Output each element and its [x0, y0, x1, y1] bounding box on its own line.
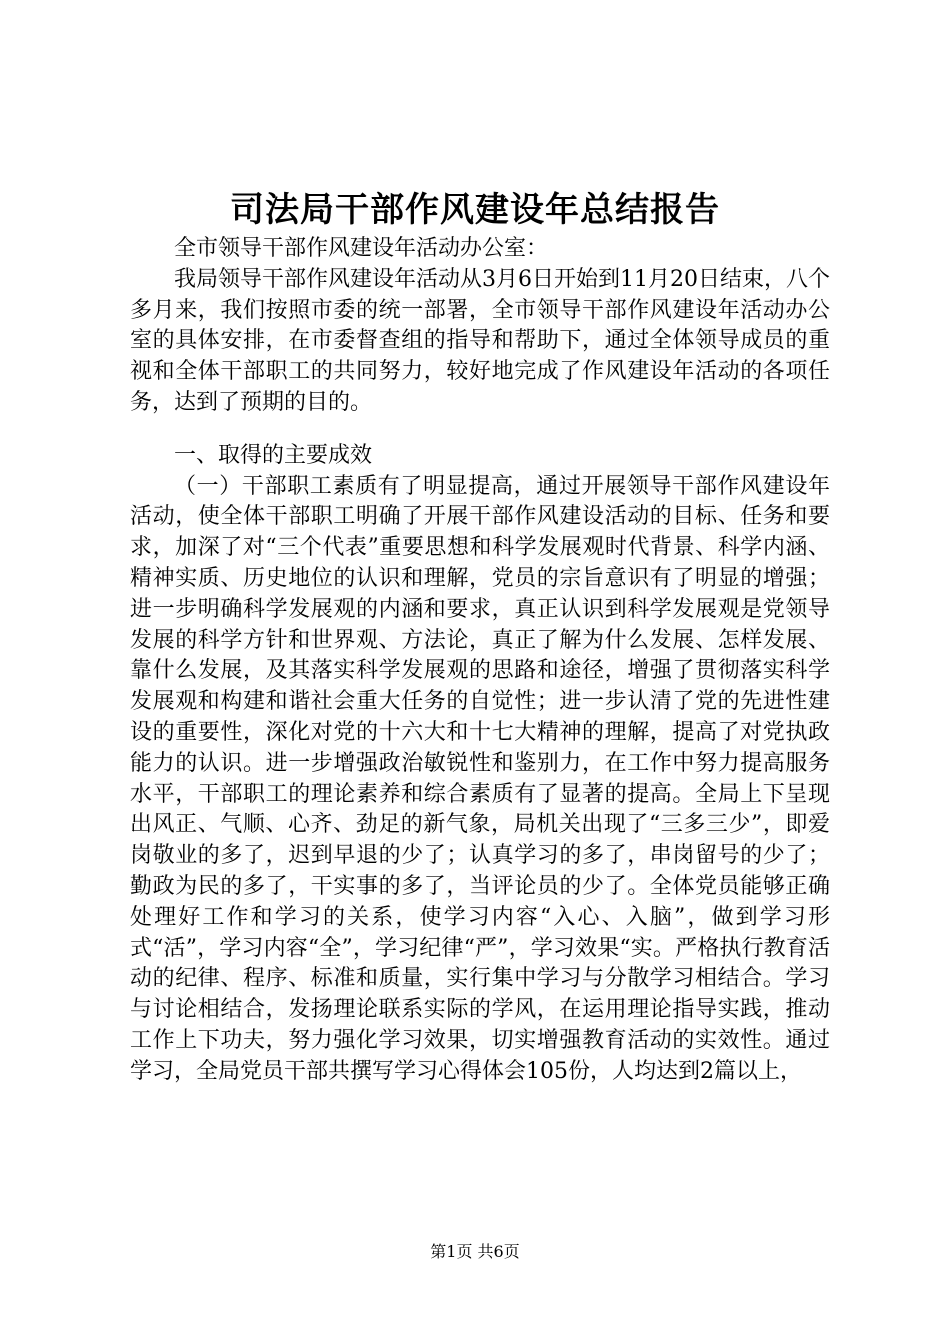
- page-number-footer: 第1页 共6页: [430, 1242, 520, 1261]
- section-paragraph: （一）干部职工素质有了明显提高，通过开展领导干部作风建设年活动，使全体干部职工明确了开展干部作风建设活动的目标、任务和要求，加深了对“三个代表”重要思想和科学发展观时代背景、科学内涵、精神实质、历史地位的认识和理解，党员的宗旨意识有了明显的增强；进一步明确科学发展观的内涵和要求，真正认识到科学发展观是党领导发展的科学方针和世界观、方法论，真正了解为什么发展、怎样发展、靠什么发展，及其落实科学发展观的思路和途径，增强了贯彻落实科学发展观和构建和谐社会重大任务的自觉性；进一步认清了党的先进性建设的重要性，深化对党的十六大和十七大精神的理解，提高了对党执政能力的认识。进一步增强政治敏锐性和鉴别力，在工作中努力提高服务水平，干部职工的理论素养和综合素质有了显著的提高。全局上下呈现出风正、气顺、心齐、劲足的新气象，局机关出现了“三多三少”，即爱岗敬业的多了，迟到早退的少了；认真学习的多了，串岗留号的少了；勤政为民的多了，干实事的多了，当评论员的少了。全体党员能够正确处理好工作和学习的关系，使学习内容“入心、入脑”，做到学习形式“活”，学习内容“全”，学习纪律“严”，学习效果“实。严格执行教育活动的纪律、程序、标准和质量，实行集中学习与分散学习相结合。学习与讨论相结合，发扬理论联系实际的学风，在运用理论指导实践，推动工作上下功夫，努力强化学习效果，切实增强教育活动的实效性。通过学习，全局党员干部共撰写学习心得体会105份，人均达到2篇以上，: [130, 473, 830, 1084]
- section-heading: 一、取得的主要成效: [174, 442, 373, 468]
- addressee-line: 全市领导干部作风建设年活动办公室：: [174, 236, 549, 261]
- document-body: [130, 234, 830, 1088]
- document-title: 司法局干部作风建设年总结报告: [230, 190, 720, 230]
- intro-paragraph: 我局领导干部作风建设年活动从3月6日开始到11月20日结束，八个多月来，我们按照市委的统一部署，全市领导干部作风建设年活动办公室的具体安排，在市委督查组的指导和帮助下，通过全体领导成员的重视和全体干部职工的共同努力，较好地完成了作风建设年活动的各项任务，达到了预期的目的。: [130, 266, 831, 415]
